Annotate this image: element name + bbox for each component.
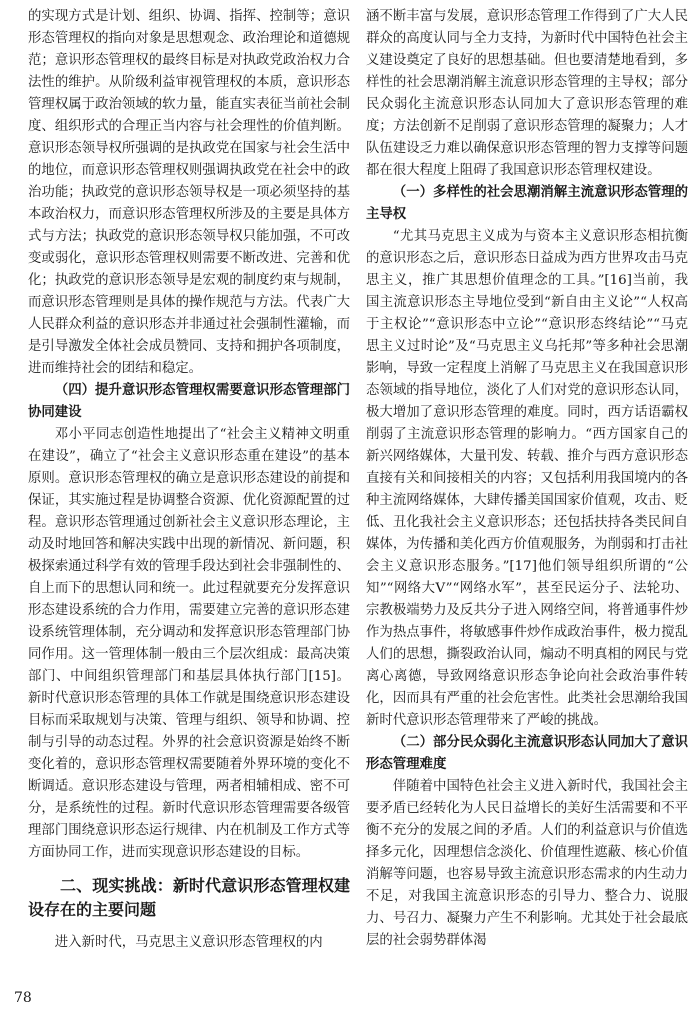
- right-paragraph-3: 伴随着中国特色社会主义进入新时代，我国社会主要矛盾已经转化为人民日益增长的美好生活需要和不平衡不充分的发展之间的矛盾。人们的利益意识与价值选择多元化，因理想信念淡化、价值理性遮蔽、核心价值消解等问题，也容易导致主流意识形态需求的内生动力不足，对我国主流意识形态的引导力、整合力、说服力、号召力、凝聚力产生不利影响。尤其处于社会最底层的社会弱势群体渴: [366, 779, 688, 948]
- subsection-heading-2: （二）部分民众弱化主流意识形态认同加大了意识形态管理难度: [366, 735, 688, 772]
- section-heading-2: 二、现实挑战：新时代意识形态管理权建设存在的主要问题: [28, 876, 350, 919]
- right-column: [366, 6, 688, 952]
- left-paragraph-1: 的实现方式是计划、组织、协调、指挥、控制等；意识形态管理权的指向对象是思想观念、政治理论和道德规范；意识形态管理权的最终目标是对执政党政治权力合法性的维护。从阶级利益审视管理权的本质，意识形态管理权属于政治领域的软力量，能直实表征当前社会制度、组织形式的合理正当内容与社会理性的价值判断。意识形态领导权所强调的是执政党在国家与社会生活中的地位，而意识形态管理权则强调执政党在社会中的政治功能；执政党的意识形态领导权是一项必须坚持的基本政治权力，而意识形态管理权所涉及的主要是具体方式与方法；执政党的意识形态领导权只能加强，不可改变或弱化，意识形态管理权则需要不断改进、完善和优化；执政党的意识形态领导是宏观的制度约束与规制，而意识形态管理则是具体的操作规范与方法。代表广大人民群众利益的意识形态并非通过社会强制性灌输，而是引导激发全体社会成员赞同、支持和拥护各项制度，进而维持社会的团结和稳定。: [28, 9, 350, 376]
- subsection-heading-4: （四）提升意识形态管理权需要意识形态管理部门协同建设: [28, 383, 350, 420]
- right-paragraph-2: “尤其马克思主义成为与资本主义意识形态相抗衡的意识形态之后，意识形态日益成为西方世界攻击马克思主义，推广其思想价值理念的工具。”[16]当前，我国主流意识形态主导地位受到“新自由主义论”“人权高于主权论”“意识形态中立论”“意识形态终结论”“马克思主义过时论”及“马克思主义乌托邦”等多种社会思潮影响，导致一定程度上消解了马克思主义在我国意识形态领域的指导地位，淡化了人们对党的意识形态认同，极大增加了意识形态管理的难度。同时，西方话语霸权削弱了主流意识形态管理的影响力。“西方国家自己的新兴网络媒体，大量刊发、转载、推介与西方意识形态直接有关和间接相关的内容；又包括利用我国境内的各种主流网络媒体，大肆传播美国国家价值观，攻击、贬低、丑化我社会主义意识形态；还包括扶持各类民间自媒体，为传播和美化西方价值观服务，为削弱和打击社会主义意识形态服务。”[17]他们领导组织所谓的“公知”“网络大V”“网络水军”，甚至民运分子、法轮功、宗教极端势力及反共分子进入网络空间，将普通事件炒作为热点事件，将敏感事件炒作成政治事件，极力搅乱人们的思想，撕裂政治认同，煽动不明真相的网民与党离心离德，导致网络意识形态争论向社会政治事件转化，因而具有严重的社会危害性。此类社会思潮给我国新时代意识形态管理带来了严峻的挑战。: [366, 229, 688, 728]
- page-number: 78: [14, 990, 32, 1006]
- left-paragraph-3: 进入新时代，马克思主义意识形态管理权的内: [54, 935, 323, 950]
- left-paragraph-2: 邓小平同志创造性地提出了“社会主义精神文明重在建设”，确立了“社会主义意识形态重在建设”的基本原则。意识形态管理权的确立是意识形态建设的前提和保证，其实施过程是协调整合资源、优化资源配置的过程。意识形态管理通过创新社会主义意识形态理论，主动及时地回答和解决实践中出现的新情况、新问题，积极探索通过科学有效的管理手段达到社会非强制性的、自上而下的思想认同和统一。此过程就要充分发挥意识形态建设系统的合力作用，需要建立完善的意识形态建设系统管理体制，充分调动和发挥意识形态管理部门协同作用。这一管理体制一般由三个层次组成：最高决策部门、中间组织管理部门和基层具体执行部门[15]。新时代意识形态管理的具体工作就是围绕意识形态建设目标而采取规划与决策、管理与组织、领导和协调、控制与引导的动态过程。外界的社会意识资源是始终不断变化着的，意识形态管理权需要随着外界环境的变化不断调适。意识形态建设与管理，两者相辅相成、密不可分，是系统性的过程。新时代意识形态管理需要各级管理部门围绕意识形态运行规律、内在机制及工作方式等方面协同工作，进而实现意识形态建设的目标。: [28, 427, 350, 860]
- left-column: [28, 6, 350, 954]
- right-paragraph-1: 涵不断丰富与发展，意识形态管理工作得到了广大人民群众的高度认同与全力支持，为新时代中国特色社会主义建设奠定了良好的思想基础。但也要清楚地看到，多样性的社会思潮消解主流意识形态管理的主导权；部分民众弱化主流意识形态认同加大了意识形态管理的难度；方法创新不足削弱了意识形态管理的凝聚力；人才队伍建设乏力难以确保意识形态管理的智力支撑等问题都在很大程度上阻碍了我国意识形态管理权建设。: [366, 9, 688, 178]
- subsection-heading-1: （一）多样性的社会思潮消解主流意识形态管理的主导权: [366, 185, 688, 222]
